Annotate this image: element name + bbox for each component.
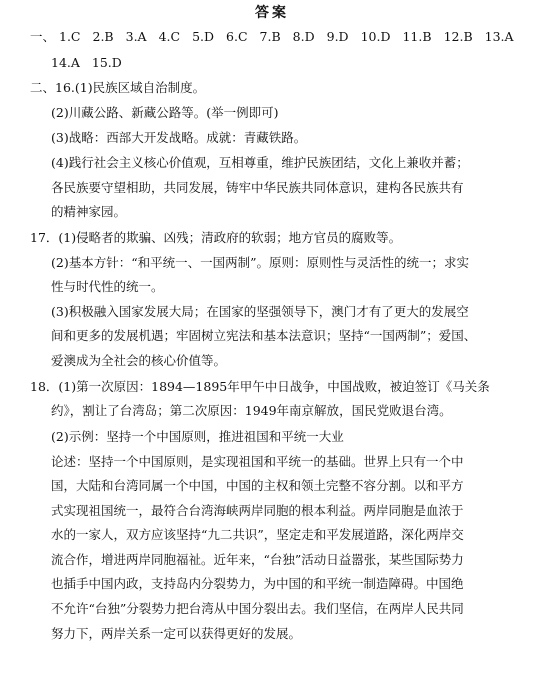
answer-text-line: 也插手中国内政，支持岛内分裂势力，为中国的和平统一制造障碍。中国绝 — [51, 576, 464, 591]
answer-text-line: 间和更多的发展机遇；牢固树立宪法和基本法意识；坚持“一国两制”；爱国、 — [51, 328, 477, 343]
answer-item: 6.C — [226, 29, 248, 44]
answer-text-line: 17．(1)侵略者的欺骗、凶残；清政府的软弱；地方官员的腐败等。 — [30, 230, 402, 245]
answer-text-line: 努力下，两岸关系一定可以获得更好的发展。 — [51, 626, 302, 641]
answer-text-line: (2)示例：坚持一个中国原则，推进祖国和平统一大业 — [51, 429, 344, 444]
answer-text-line: 爱澳成为全社会的核心价值等。 — [51, 353, 227, 368]
answer-item: 15.D — [91, 55, 122, 70]
answer-text-line: 约》，割让了台湾岛；第二次原因：1949年南京解放，国民党败退台湾。 — [51, 403, 452, 418]
answer-text-line: 国，大陆和台湾同属一个中国，中国的主权和领土完整不容分割。以和平方 — [51, 478, 464, 493]
answer-text-line: 水的一家人，双方应该坚持“九二共识”，坚定走和平发展道路，深化两岸交 — [51, 527, 464, 542]
answer-row-2 — [51, 55, 134, 71]
answer-item: 2.B — [92, 29, 114, 44]
answer-item: 5.D — [192, 29, 215, 44]
answer-text-line: 式实现祖国统一，最符合台湾海峡两岸同胞的根本利益。两岸同胞是血浓于 — [51, 503, 464, 518]
answer-text-line: 流合作，增进两岸同胞福祉。近年来，“台独”活动日益嚣张，某些国际势力 — [51, 552, 464, 567]
answer-item: 8.D — [292, 29, 315, 44]
answer-item: 3.A — [125, 29, 147, 44]
answer-item: 1.C — [59, 29, 81, 44]
answer-row-1 — [30, 29, 526, 45]
answer-text-line: 论述：坚持一个中国原则，是实现祖国和平统一的基础。世界上只有一个中 — [51, 454, 464, 469]
answer-text-line: (3)战略：西部大开发战略。成就：青藏铁路。 — [51, 130, 307, 145]
answer-text-line: (4)践行社会主义核心价值观，互相尊重，维护民族团结，文化上兼收并蓄； — [51, 155, 469, 170]
answer-text-line: 18．(1)第一次原因：1894—1895年甲午中日战争，中国战败，被迫签订《马关条 — [30, 379, 490, 394]
answer-item: 10.D — [360, 29, 391, 44]
answer-text-line: 性与时代性的统一。 — [51, 279, 164, 294]
answer-text-line: 二、16.(1)民族区域自治制度。 — [30, 80, 206, 95]
answer-item: 12.B — [443, 29, 473, 44]
answer-text-line: (2)川藏公路、新藏公路等。(举一例即可) — [51, 105, 279, 120]
answer-item: 9.D — [326, 29, 349, 44]
answer-text-line: 各民族要守望相助，共同发展，铸牢中华民族共同体意识，建构各民族共有 — [51, 180, 464, 195]
answer-text-line: 的精神家园。 — [51, 204, 127, 219]
answer-item: 13.A — [484, 29, 514, 44]
answer-item: 7.B — [259, 29, 281, 44]
answer-text-line: 不允许“台独”分裂势力把台湾从中国分裂出去。我们坚信，在两岸人民共同 — [51, 601, 464, 616]
answer-item: 11.B — [402, 29, 432, 44]
answer-item: 14.A — [51, 55, 80, 70]
answer-text-line: (2)基本方针：“和平统一、一国两制”。原则：原则性与灵活性的统一；求实 — [51, 255, 469, 270]
answer-item: 4.C — [158, 29, 181, 44]
section-1-label: 一、 — [30, 29, 56, 44]
page-title: 答案 — [255, 5, 289, 21]
answer-text-line: (3)积极融入国家发展大局；在国家的坚强领导下，澳门才有了更大的发展空 — [51, 304, 469, 319]
answer-list-1 — [59, 29, 526, 44]
